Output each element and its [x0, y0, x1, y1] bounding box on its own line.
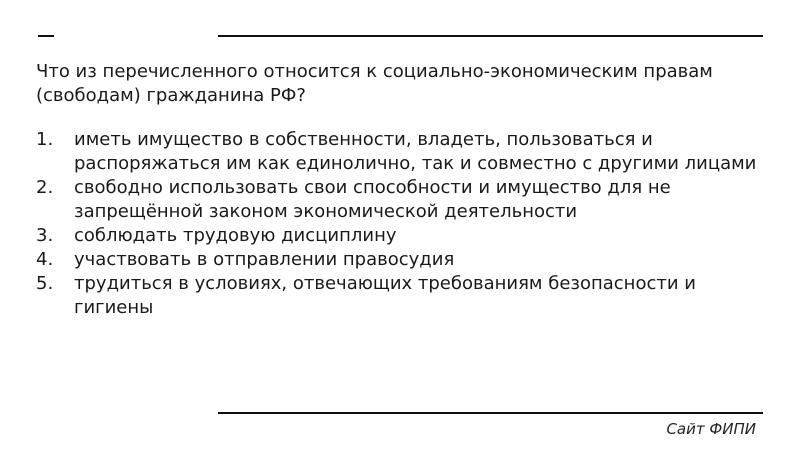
answer-number: 1.	[36, 129, 54, 150]
answer-text: свободно использовать свои способности и имущество для не запрещённой законом экономической деятельности	[74, 177, 671, 222]
answer-item	[36, 176, 766, 224]
top-dash	[38, 35, 54, 37]
source-footer: Сайт ФИПИ	[666, 420, 756, 438]
answer-text: участвовать в отправлении правосудия	[74, 249, 455, 270]
bottom-divider	[218, 412, 763, 414]
answer-number: 2.	[36, 177, 54, 198]
answer-number: 4.	[36, 249, 54, 270]
answer-text: соблюдать трудовую дисциплину	[74, 225, 397, 246]
answer-item	[36, 224, 766, 248]
answer-text: иметь имущество в собственности, владеть, пользоваться и распоряжаться им как единолично, так и совместно с другими лицами	[74, 129, 757, 174]
answer-text: трудиться в условиях, отвечающих требованиям безопасности и гигиены	[74, 273, 696, 318]
top-divider	[218, 35, 763, 37]
answer-item	[36, 248, 766, 272]
answer-number: 3.	[36, 225, 54, 246]
answer-item	[36, 272, 766, 320]
answer-number: 5.	[36, 273, 54, 294]
answer-list	[36, 128, 766, 320]
answer-item	[36, 128, 766, 176]
question-text: Что из перечисленного относится к социально-экономическим правам (свободам) гражданина РФ?	[36, 61, 713, 106]
